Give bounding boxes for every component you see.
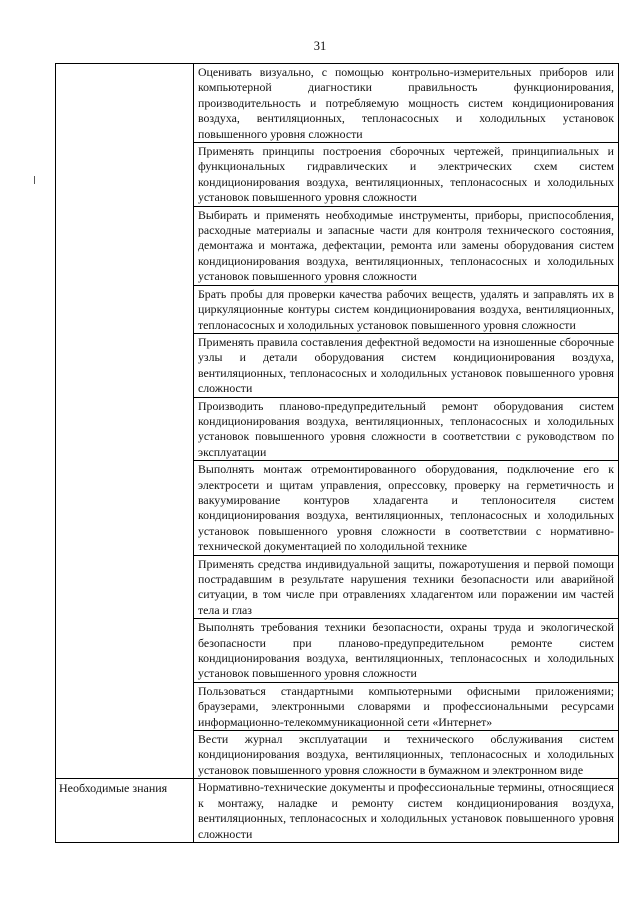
skill-text: Брать пробы для проверки качества рабочих веществ, удалять и заправлять их в циркуляционные контуры систем кондиционирования воздуха, вентиляционных, теплонасосных и холодильных установок повышенного уровня сложности bbox=[194, 285, 619, 333]
knowledge-text: Нормативно-технические документы и профессиональные термины, относящиеся к монтажу, наладке и ремонту систем кондиционирования воздуха, вентиляционных, теплонасосных и холодильных установок повышенного уровня сложности bbox=[194, 779, 619, 843]
page-number: 31 bbox=[313, 39, 327, 53]
skill-text: Производить планово-предупредительный ремонт оборудования систем кондиционирования воздуха, вентиляционных, теплонасосных и холодильных установок повышенного уровня сложности в соответствии с руководством по эксплуатации bbox=[194, 397, 619, 461]
skill-text: Выполнять монтаж отремонтированного оборудования, подключение его к электросети и щитам управления, опрессовку, проверку на герметичность и вакуумирование контуров хладагента и теплоносителя систем кондиционирования воздуха, вентиляционных, теплонасосных и холодильных установок повышенного уровня сложности в соответствии с нормативно-технической документацией по холодильной технике bbox=[194, 461, 619, 555]
skill-text: Выполнять требования техники безопасности, охраны труда и экологической безопасности при планово-предупредительном ремонте систем кондиционирования воздуха, вентиляционных, теплонасосных и холодильных установок повышенного уровня сложности bbox=[194, 619, 619, 683]
row-label-cell bbox=[56, 64, 194, 779]
skill-text: Применять средства индивидуальной защиты, пожаротушения и первой помощи пострадавшим в результате нарушения техники безопасности или аварийной ситуации, в том числе при отравлениях хладагентом или поражении им частей тела и глаз bbox=[194, 555, 619, 619]
row-label-cell: Необходимые знания bbox=[56, 779, 194, 843]
margin-mark bbox=[34, 176, 35, 184]
table-row bbox=[56, 64, 619, 143]
skill-text: Вести журнал эксплуатации и технического обслуживания систем кондиционирования воздуха, вентиляционных, теплонасосных и холодильных установок повышенного уровня сложности в бумажном и электронном виде bbox=[194, 731, 619, 779]
skill-text: Выбирать и применять необходимые инструменты, приборы, приспособления, расходные материалы и запасные части для контроля технического состояния, демонтажа и монтажа, дефектации, ремонта или замены оборудования систем кондиционирования воздуха, вентиляционных, теплонасосных и холодильных установок повышенного уровня сложности bbox=[194, 206, 619, 285]
skill-text: Применять принципы построения сборочных чертежей, принципиальных и функциональных гидравлических и электрических схем систем кондиционирования воздуха, вентиляционных, теплонасосных и холодильных установок повышенного уровня сложности bbox=[194, 143, 619, 207]
skills-table bbox=[55, 63, 619, 843]
table-row bbox=[56, 779, 619, 843]
skill-text: Применять правила составления дефектной ведомости на изношенные сборочные узлы и детали оборудования систем кондиционирования воздуха, вентиляционных, теплонасосных и холодильных установок повышенного уровня сложности bbox=[194, 333, 619, 397]
skill-text: Пользоваться стандартными компьютерными офисными приложениями; браузерами, электронными словарями и профессиональными ресурсами информационно-телекоммуникационной сети «Интернет» bbox=[194, 682, 619, 730]
skill-text: Оценивать визуально, с помощью контрольно-измерительных приборов или компьютерной диагностики правильность функционирования, производительность и потребляемую мощность систем кондиционирования воздуха, вентиляционных, теплонасосных и холодильных установок повышенного уровня сложности bbox=[194, 64, 619, 143]
